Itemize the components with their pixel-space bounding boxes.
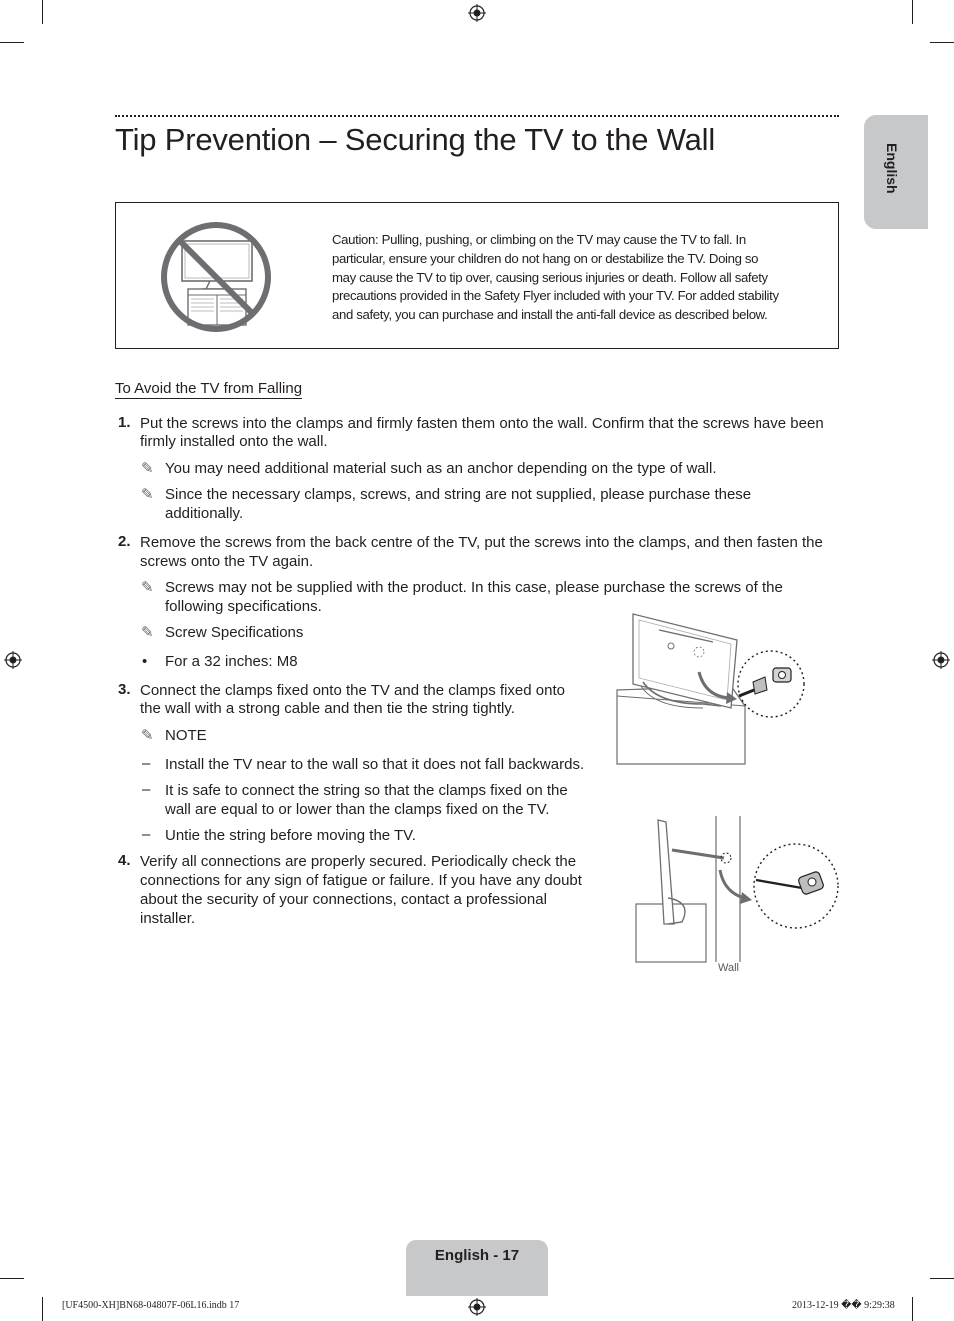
note-pencil-icon: ✎: [141, 727, 154, 744]
note-label: NOTE: [165, 727, 207, 744]
step-number: 4.: [118, 852, 131, 869]
language-tab: [864, 115, 928, 229]
caution-text: Caution: Pulling, pushing, or climbing on the TV may cause the TV to fall. In particular, ensure your children do not hang on or destabilize the TV. Doing so may cause the TV to tip over, causing serious injuries or death. Follow all safety precautions provided in the Safety Flyer included with your TV. For added stability and safety, you can purchase and install the anti-fall device as described below.: [332, 232, 779, 323]
dash-text: wall are equal to or lower than the clamps fixed on the TV.: [165, 801, 550, 818]
step-4-text: about the security of your connections, contact a professional: [140, 891, 547, 908]
language-tab-label: English: [884, 143, 900, 194]
step-number: 3.: [118, 681, 131, 698]
wall-label: Wall: [718, 962, 739, 974]
step-4-text: installer.: [140, 910, 196, 927]
page-number-tab: [406, 1240, 548, 1296]
tv-wall-tie-illustration: [632, 812, 842, 964]
dash-text: Install the TV near to the wall so that it does not fall backwards.: [165, 756, 585, 773]
no-climbing-warning-icon: [158, 219, 274, 335]
dash-marker: –: [142, 781, 151, 798]
step-3-text: Connect the clamps fixed onto the TV and the clamps fixed onto: [140, 682, 565, 699]
section-heading: To Avoid the TV from Falling: [115, 380, 303, 397]
bullet-icon: •: [142, 653, 148, 670]
step-3-text: the wall with a strong cable and then tie the string tightly.: [140, 700, 515, 717]
bullet-text: For a 32 inches: M8: [165, 653, 298, 670]
note-text: additionally.: [165, 505, 244, 522]
caution-box: [115, 202, 839, 349]
registration-mark-icon: [932, 651, 950, 669]
page-number: English - 17: [434, 1247, 520, 1264]
dash-marker: –: [142, 826, 151, 843]
note-pencil-icon: ✎: [141, 579, 154, 596]
step-1-text: firmly installed onto the wall.: [140, 433, 328, 450]
note-text: You may need additional material such as an anchor depending on the type of wall.: [165, 460, 717, 477]
step-4-text: connections for any sign of fatigue or failure. If you have any doubt: [140, 872, 582, 889]
step-4-text: Verify all connections are properly secured. Periodically check the: [140, 853, 577, 870]
step-2-text: screws onto the TV again.: [140, 553, 314, 570]
step-2-text: Remove the screws from the back centre of the TV, put the screws into the clamps, and then fasten the: [140, 534, 823, 551]
step-number: 2.: [118, 533, 131, 550]
dash-marker: –: [142, 755, 151, 772]
note-pencil-icon: ✎: [141, 486, 154, 503]
step-number: 1.: [118, 414, 131, 431]
tv-back-clamp-illustration: [603, 612, 809, 772]
step-1-text: Put the screws into the clamps and firmly fasten them onto the wall. Confirm that the screws have been: [140, 415, 824, 432]
note-pencil-icon: ✎: [141, 624, 154, 641]
title-divider: [115, 115, 839, 117]
note-text: Screw Specifications: [165, 624, 304, 641]
registration-mark-icon: [468, 1298, 486, 1316]
note-text: Since the necessary clamps, screws, and string are not supplied, please purchase these: [165, 486, 752, 503]
slug-file-name: [UF4500-XH]BN68-04807F-06L16.indb 17: [62, 1300, 240, 1311]
registration-mark-icon: [468, 4, 486, 22]
note-text: Screws may not be supplied with the product. In this case, please purchase the screws of the: [165, 579, 783, 596]
registration-mark-icon: [4, 651, 22, 669]
dash-text: It is safe to connect the string so that the clamps fixed on the: [165, 782, 568, 799]
dash-text: Untie the string before moving the TV.: [165, 827, 416, 844]
note-text: following specifications.: [165, 598, 322, 615]
note-pencil-icon: ✎: [141, 460, 154, 477]
slug-timestamp: 2013-12-19 �� 9:29:38: [792, 1300, 895, 1311]
page-title: Tip Prevention – Securing the TV to the Wall: [115, 122, 716, 157]
